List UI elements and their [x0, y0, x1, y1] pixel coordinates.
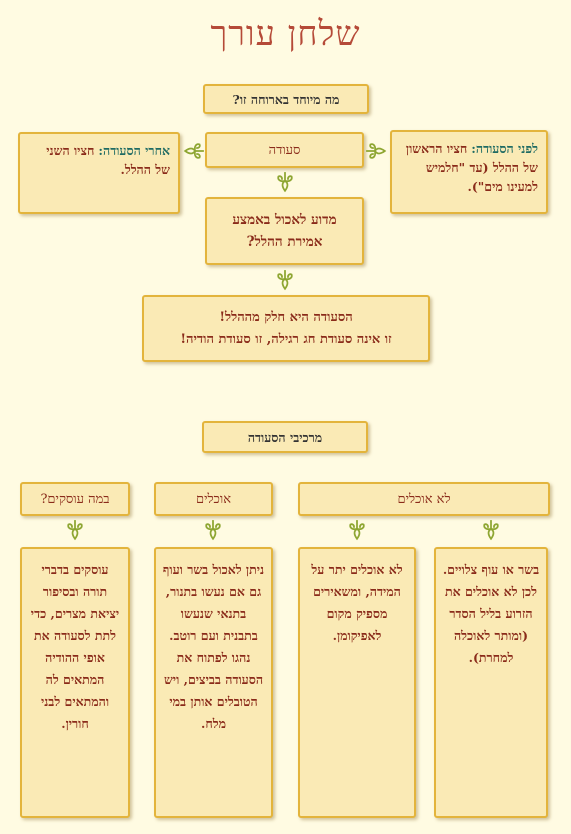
- before-meal-text: חציו הראשון של ההלל (עד "חלמיש למעינו מים").: [405, 141, 538, 194]
- topics-column: עוסקים בדברי תורה ובסיפור יציאת מצרים, כדי לתת לסעודה את אופי ההודיה המתאים לה והמתאים לבני חורין.: [20, 547, 130, 818]
- connector-fleur-icon: [346, 519, 368, 541]
- connector-fleur-icon: [183, 140, 205, 162]
- before-meal-box: [390, 130, 548, 214]
- connector-fleur-icon: [480, 519, 502, 541]
- after-meal-box: [18, 132, 180, 214]
- eat-column: ניתן לאכול בשר ועוף גם אם נעשו בתנור, בתנאי שנעשו בתבנית ועם רוטב. נהגו לפתוח את הסעודה בביצים, ויש הטובלים אותן במי מלח.: [154, 547, 273, 818]
- why-eat-box: מדוע לאכול באמצע אמירת ההלל?: [205, 197, 364, 265]
- page-title: שלחן עורך: [210, 14, 361, 54]
- not-eat-column-1: בשר או עוף צלויים. לכן לא אוכלים את הזרוע בליל הסדר (ומותר לאוכלה למחרת).: [434, 547, 548, 818]
- answer-box: [142, 295, 430, 362]
- connector-fleur-icon: [274, 171, 296, 193]
- topics-header: במה עוסקים?: [20, 482, 130, 516]
- after-meal-text: חציו השני של ההלל.: [46, 143, 170, 177]
- meal-box: סעודה: [205, 132, 364, 168]
- answer-line-2: זו אינה סעודת חג רגילה, זו סעודת הודיה!: [180, 331, 392, 347]
- not-eat-header: לא אוכלים: [298, 482, 550, 516]
- not-eat-column-2: לא אוכלים יתר על המידה, ומשאירים מספיק מקום לאפיקומן.: [298, 547, 416, 818]
- eat-header: אוכלים: [154, 482, 273, 516]
- answer-line-1: הסעודה היא חלק מההלל!: [219, 309, 353, 325]
- question-box: מה מיוחד בארוחה זו?: [203, 84, 369, 114]
- connector-fleur-icon: [365, 140, 387, 162]
- connector-fleur-icon: [202, 519, 224, 541]
- before-meal-label: לפני הסעודה:: [471, 141, 538, 156]
- components-box: מרכיבי הסעודה: [202, 421, 368, 453]
- connector-fleur-icon: [64, 519, 86, 541]
- after-meal-label: אחרי הסעודה:: [98, 143, 170, 158]
- connector-fleur-icon: [274, 269, 296, 291]
